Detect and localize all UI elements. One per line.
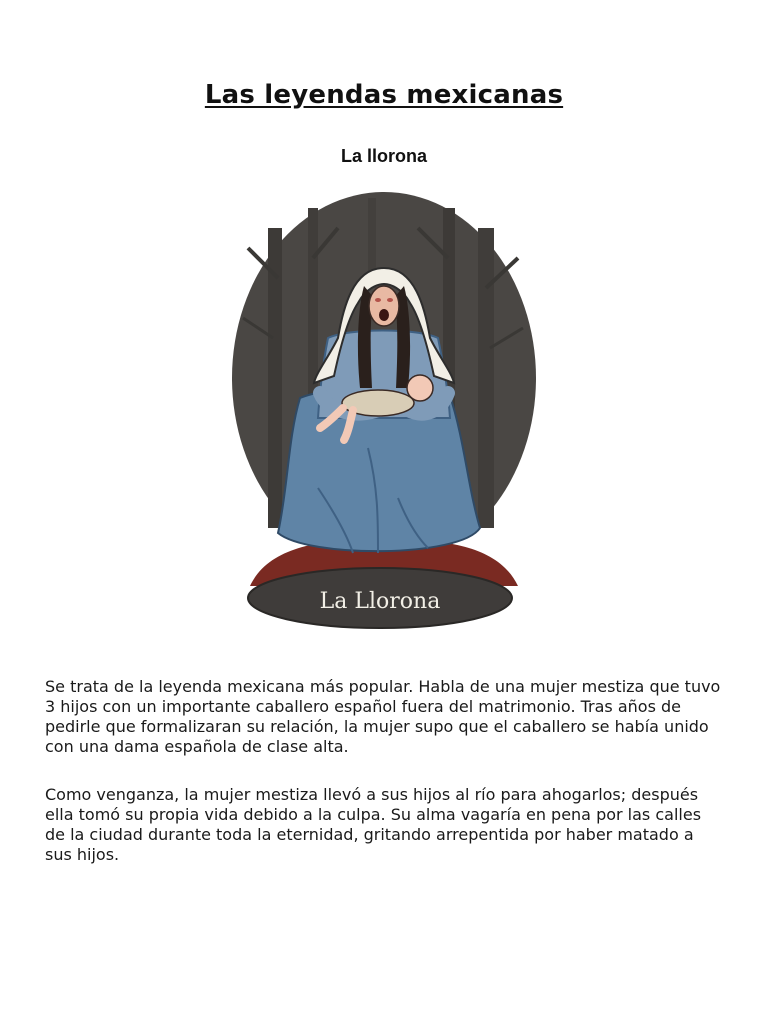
section-heading: La llorona [340, 146, 427, 166]
paragraph: Se trata de la leyenda mexicana más popular. Habla de una mujer mestiza que tuvo 3 hijos con un importante caballero español fuera del matrimonio. Tras años de pedirle que formalizaran su relación, la mujer supo que el caballero se había unido con una dama española de clase alta. [45, 677, 721, 756]
la-llorona-illustration [228, 188, 540, 634]
page-title: Las leyendas mexicanas [204, 80, 564, 110]
illustration-svg [228, 188, 540, 634]
illustration-caption: La Llorona [319, 589, 441, 614]
paragraph: Como venganza, la mujer mestiza llevó a sus hijos al río para ahogarlos; después ella tomó su propia vida debido a la culpa. Su alma vagaría en pena por las calles de la ciudad durante toda la eternidad, gritando arrepentida por haber matado a sus hijos. [45, 785, 702, 864]
